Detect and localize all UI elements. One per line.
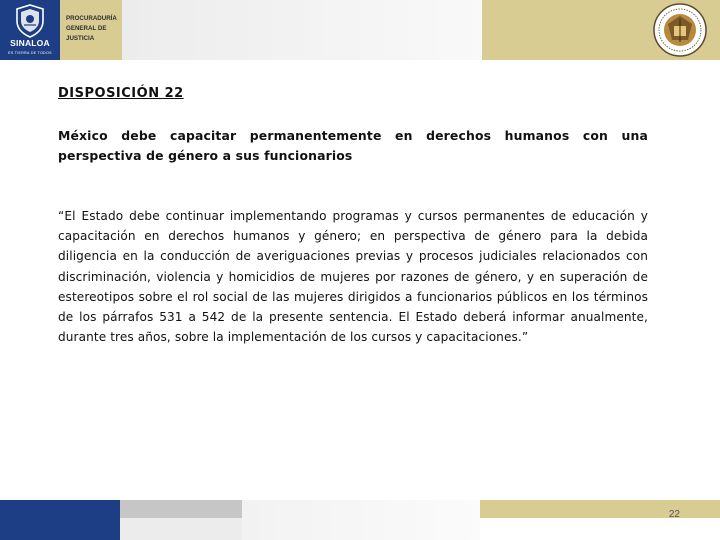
footer-light-band bbox=[120, 518, 242, 540]
slide-title: DISPOSICIÓN 22 bbox=[58, 86, 184, 101]
org-line: PROCURADURÍA bbox=[66, 15, 117, 22]
logo-tagline: ES TIERRA DE TODOS bbox=[8, 51, 52, 55]
sinaloa-logo bbox=[0, 0, 60, 60]
slide-header bbox=[0, 0, 720, 60]
quoted-disposition-text: “El Estado debe continuar implementando programas y cursos permanentes de educación y capacitación en derechos humanos y género; en perspectiva de género para la debida diligencia en la conducción de averiguaciones previas y procesos judiciales relacionados con discriminación, violencia y homicidios de mujeres por razones de género, y en superación de estereotipos sobre el rol social de las mujeres dirigidos a funcionarios públicos en los términos de los párrafos 531 a 542 de la presente sentencia. El Estado deberá informar anualmente, durante tres años, sobre la implementación de los cursos y capacitaciones.” bbox=[58, 209, 648, 345]
org-line: JUSTICIA bbox=[66, 35, 95, 42]
sinaloa-shield-icon bbox=[14, 4, 46, 38]
footer-white-band bbox=[480, 518, 720, 540]
header-left-band bbox=[0, 0, 122, 60]
footer-navy-band bbox=[0, 500, 120, 540]
slide-subtitle: México debe capacitar permanentemente en derechos humanos con una perspectiva de género a sus funcionarios bbox=[58, 128, 648, 163]
organization-name bbox=[66, 14, 122, 44]
page-number: 22 bbox=[668, 509, 680, 520]
logo-name: SINALOA bbox=[10, 38, 50, 48]
justice-seal-icon bbox=[652, 2, 708, 58]
footer-gray-band bbox=[120, 500, 242, 518]
footer-gold-band bbox=[480, 500, 720, 518]
org-line: GENERAL DE bbox=[66, 25, 107, 32]
header-center-band bbox=[122, 0, 482, 60]
footer-fade-band bbox=[242, 500, 480, 540]
